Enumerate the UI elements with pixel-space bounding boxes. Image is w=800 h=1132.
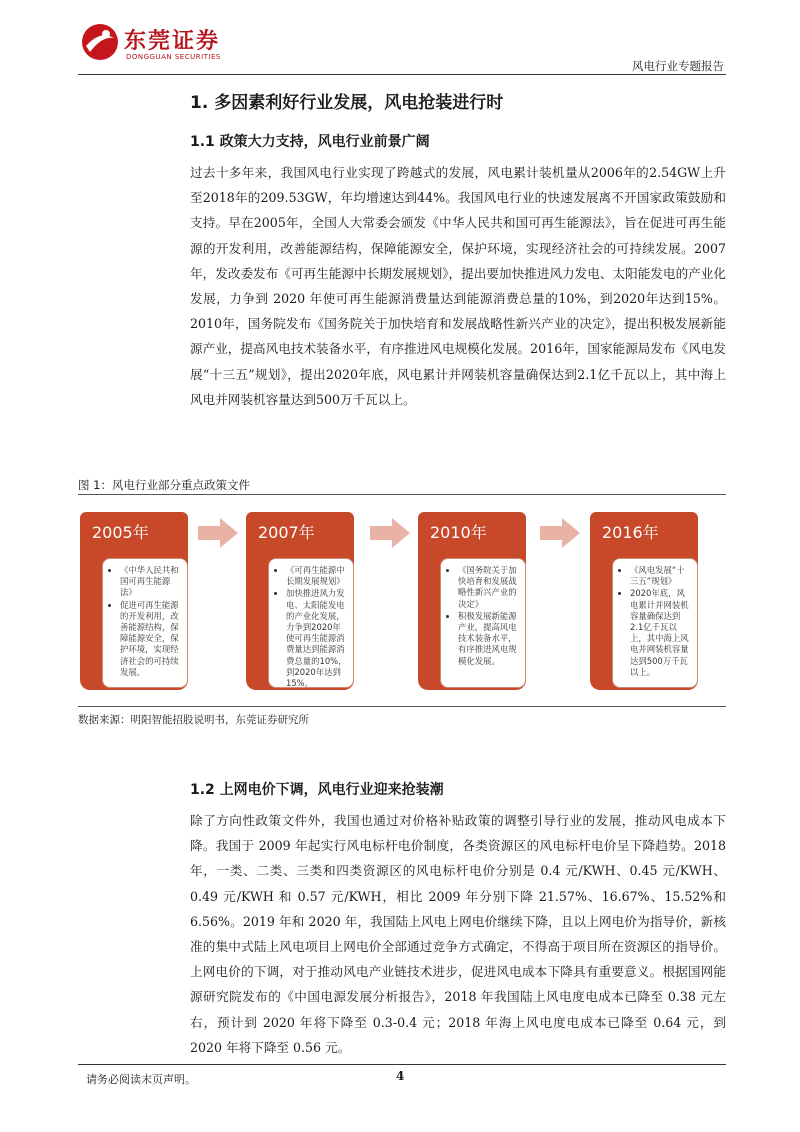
footer-divider xyxy=(78,1064,726,1065)
paragraph-text: 过去十多年来，我国风电行业实现了跨越式的发展，风电累计装机量从2006年的2.54GW上升至2018年的209.53GW，年均增速达到44%。我国风电行业的快速发展离不开国家政策鼓励和支持。早在2005年，全国人大常委会颁发《中华人民共和国可再生能源法》，旨在促进可再生能源的开发利用，改善能源结构，保障能源安全，保护环境，实现经济社会的可持续发展。2007年，发改委发布《可再生能源中长期发展规划》，提出要加快推进风力发电、太阳能发电的产业化发展，力争到 2020 年使可再生能源消费量达到能源消费总量的10%，到2020年达到15%。2010年，国务院发布《国务院关于加快培育和发展战略性新兴产业的决定》，提出积极发展新能源产业，提高风电技术装备水平，有序推进风电规模化发展。2016年，国家能源局发布《风电发展“十三五”规划》，提出2020年底，风电累计并网装机容量确保达到2.1亿千瓦以上，其中海上风电并网装机容量达到500万千瓦以上。 xyxy=(190,165,726,407)
policy-card xyxy=(102,558,188,688)
logo-text-en: DONGGUAN SECURITIES xyxy=(126,53,221,61)
year-label: 2010年 xyxy=(418,512,526,560)
year-label: 2007年 xyxy=(246,512,354,560)
paragraph-price xyxy=(190,808,726,1060)
policy-timeline xyxy=(78,500,726,705)
card-item: • 积极发展新能源产业，提高风电技术装备水平，有序推进风电规模化发展。 xyxy=(458,611,519,667)
policy-card xyxy=(268,558,354,688)
company-logo xyxy=(80,22,230,68)
year-label: 2005年 xyxy=(80,512,188,560)
paragraph-text: 除了方向性政策文件外，我国也通过对价格补贴政策的调整引导行业的发展，推动风电成本下降。我国于 2009 年起实行风电标杆电价制度，各类资源区的风电标杆电价呈下降趋势。2018 年，一类、二类、三类和四类资源区的风电标杆电价分别是 0.4 元/KWH、0.45 元/KWH、0.49 元/KWH 和 0.57 元/KWH，相比 2009 年分别下降 21.57%、16.67%、15.52%和 6.56%。2019 年和 2020 年，我国陆上风电上网电价继续下降，且以上网电价为指导价，新核准的集中式陆上风电项目上网电价全部通过竞争方式确定，不得高于项目所在资源区的指导价。上网电价的下调，对于推动风电产业链技术进步，促进风电成本下降具有重要意义。根据国网能源研究院发布的《中国电源发展分析报告》，2018 年我国陆上风电度电成本已降至 0.38 元左右，预计到 2020 年将下降至 0.3-0.4 元；2018 年海上风电度电成本已降至 0.64 元，到 2020 年将下降至 0.56 元。 xyxy=(190,813,726,1055)
card-item: • 《国务院关于加快培育和发展战略性新兴产业的决定》 xyxy=(458,565,519,610)
footer-disclaimer: 请务必阅读末页声明。 xyxy=(86,1073,196,1086)
card-item: • 《中华人民共和国可再生能源法》 xyxy=(120,565,181,599)
policy-card xyxy=(612,558,698,688)
figure-bottom-rule xyxy=(78,706,726,707)
card-item: • 《可再生能源中长期发展规划》 xyxy=(286,565,347,587)
figure-top-rule xyxy=(78,494,726,495)
report-title: 风电行业专题报告 xyxy=(632,59,724,73)
subsection-heading-1-1: 1.1 政策大力支持，风电行业前景广阔 xyxy=(190,134,430,150)
logo-mark-icon xyxy=(80,22,120,62)
figure-source: 数据来源：明阳智能招股说明书，东莞证券研究所 xyxy=(78,714,309,726)
section-heading: 1. 多因素利好行业发展，风电抢装进行时 xyxy=(190,93,504,113)
card-item: • 加快推进风力发电、太阳能发电的产业化发展，力争到2020年使可再生能源消费量达到能源消费总量的10%，到2020年达到15%。 xyxy=(286,588,347,689)
arrow-right-icon xyxy=(540,518,580,548)
logo-text-cn: 东莞证券 xyxy=(124,29,221,54)
year-label: 2016年 xyxy=(590,512,698,560)
paragraph-policy xyxy=(190,160,726,412)
card-item: • 《风电发展“十三五”规划》 xyxy=(630,565,691,587)
policy-card xyxy=(440,558,526,688)
arrow-right-icon xyxy=(198,518,238,548)
card-item: • 促进可再生能源的开发利用，改善能源结构，保障能源安全，保护环境，实现经济社会的可持续发展。 xyxy=(120,600,181,678)
card-item: • 2020年底，风电累计并网装机容量确保达到2.1亿千瓦以上，其中海上风电并网装机容量达到500万千瓦以上。 xyxy=(630,588,691,678)
header-divider xyxy=(78,74,726,75)
page-number: 4 xyxy=(396,1069,405,1083)
figure-title: 图 1：风电行业部分重点政策文件 xyxy=(78,478,250,492)
arrow-right-icon xyxy=(370,518,410,548)
subsection-heading-1-2: 1.2 上网电价下调，风电行业迎来抢装潮 xyxy=(190,782,444,798)
